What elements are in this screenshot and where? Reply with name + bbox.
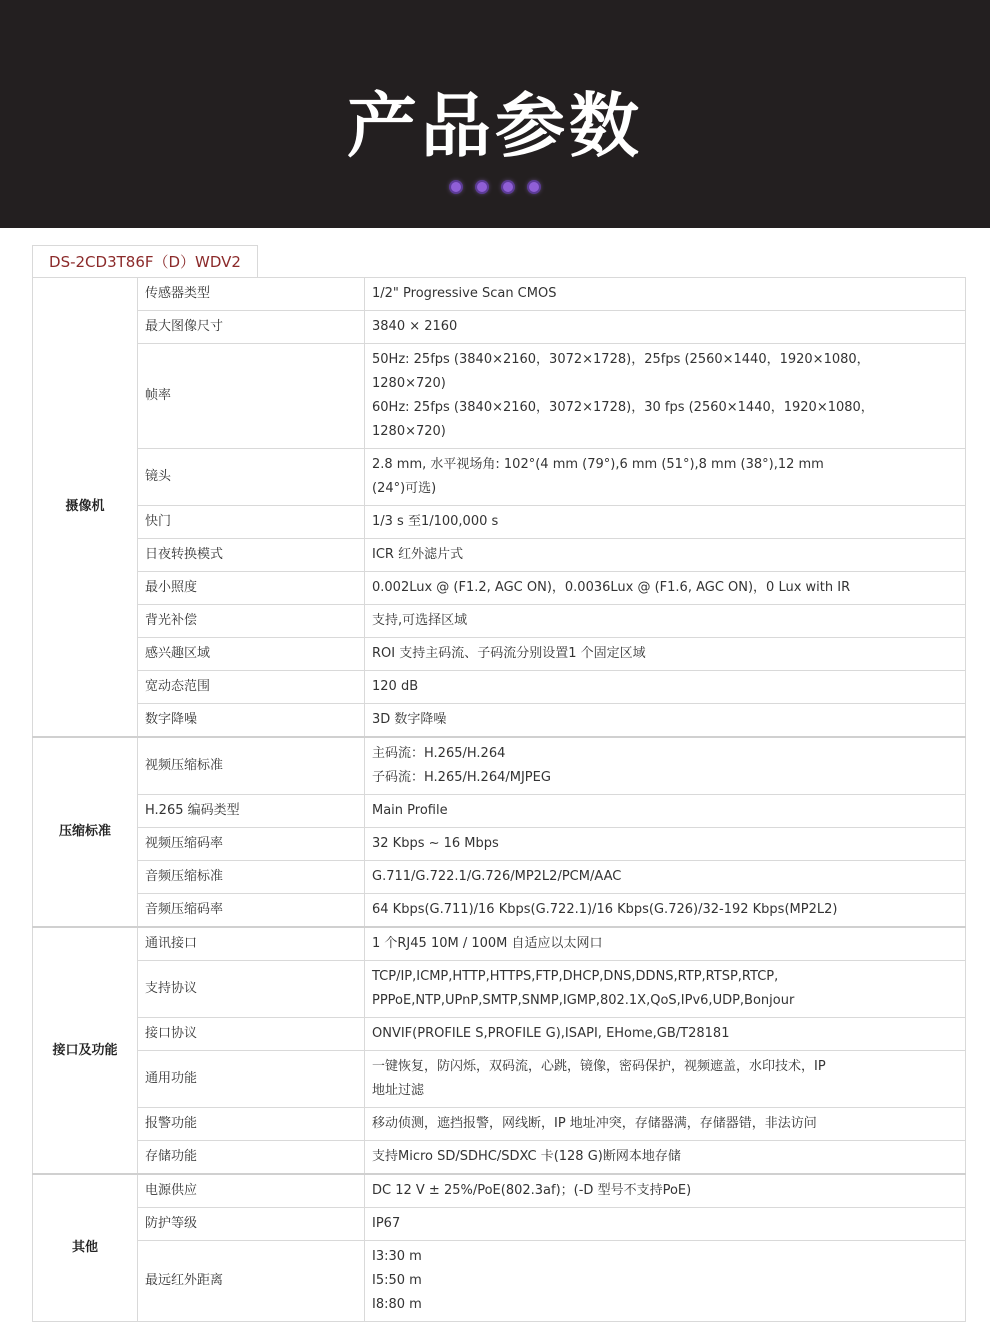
spec-value (365, 1208, 966, 1241)
spec-value-line: 主码流：H.265/H.264 (372, 746, 506, 761)
spec-value (365, 961, 966, 1018)
spec-label: 通讯接口 (138, 927, 365, 961)
spec-row (33, 1141, 966, 1175)
spec-value-line: TCP/IP,ICMP,HTTP,HTTPS,FTP,DHCP,DNS,DDNS,RTP,RTSP,RTCP, (372, 969, 779, 984)
spec-value-line: 60Hz: 25fps (3840×2160，3072×1728)，30 fps (2560×1440，1920×1080， (372, 400, 874, 415)
dot-icon (477, 182, 487, 192)
spec-value (365, 572, 966, 605)
spec-label: 帧率 (138, 344, 365, 449)
spec-value-line: 3D 数字降噪 (372, 712, 447, 727)
section-label: 压缩标准 (33, 737, 138, 927)
spec-value-line: 1/2" Progressive Scan CMOS (372, 286, 557, 301)
spec-value (365, 927, 966, 961)
spec-row (33, 572, 966, 605)
spec-value (365, 638, 966, 671)
spec-value-line: 一键恢复，防闪烁，双码流，心跳，镜像，密码保护，视频遮盖，水印技术，IP (372, 1059, 826, 1074)
spec-value (365, 737, 966, 795)
dot-icon (529, 182, 539, 192)
spec-value-line: 3840 × 2160 (372, 319, 458, 334)
spec-value-line: 1280×720) (372, 376, 446, 391)
spec-row (33, 1018, 966, 1051)
spec-value-line: 1/3 s 至1/100,000 s (372, 514, 499, 529)
spec-label: H.265 编码类型 (138, 795, 365, 828)
spec-value-line: IP67 (372, 1216, 401, 1231)
spec-row (33, 1174, 966, 1208)
spec-value (365, 795, 966, 828)
spec-value (365, 605, 966, 638)
spec-row (33, 861, 966, 894)
spec-row (33, 638, 966, 671)
spec-value-line: ONVIF(PROFILE S,PROFILE G),ISAPI, EHome,GB/T28181 (372, 1026, 730, 1041)
spec-value (365, 671, 966, 704)
spec-value-line: 0.002Lux @ (F1.2, AGC ON)，0.0036Lux @ (F1.6, AGC ON)，0 Lux with IR (372, 580, 851, 595)
spec-label: 报警功能 (138, 1108, 365, 1141)
spec-row (33, 671, 966, 704)
spec-value (365, 1051, 966, 1108)
spec-value-line: 子码流：H.265/H.264/MJPEG (372, 770, 551, 785)
spec-label: 背光补偿 (138, 605, 365, 638)
spec-row (33, 704, 966, 738)
spec-value (365, 278, 966, 311)
spec-row (33, 737, 966, 795)
spec-value-line: I3:30 m (372, 1249, 422, 1264)
spec-value-line: 32 Kbps ~ 16 Mbps (372, 836, 499, 851)
spec-row (33, 828, 966, 861)
spec-label: 最远红外距离 (138, 1241, 365, 1322)
section-label: 摄像机 (33, 278, 138, 738)
spec-row (33, 605, 966, 638)
spec-label: 音频压缩标准 (138, 861, 365, 894)
spec-value-line: ICR 红外滤片式 (372, 547, 464, 562)
spec-table (32, 277, 966, 1322)
spec-label: 支持协议 (138, 961, 365, 1018)
spec-label: 存储功能 (138, 1141, 365, 1175)
spec-label: 防护等级 (138, 1208, 365, 1241)
spec-label: 视频压缩标准 (138, 737, 365, 795)
dot-icon (503, 182, 513, 192)
spec-value-line: 50Hz: 25fps (3840×2160，3072×1728)，25fps (2560×1440，1920×1080， (372, 352, 870, 367)
spec-value-line: 64 Kbps(G.711)/16 Kbps(G.722.1)/16 Kbps(G.726)/32-192 Kbps(MP2L2) (372, 902, 838, 917)
section-label: 其他 (33, 1174, 138, 1322)
spec-value (365, 894, 966, 928)
spec-value-line: DC 12 V ± 25%/PoE(802.3af)；(-D 型号不支持PoE) (372, 1183, 692, 1198)
spec-value (365, 704, 966, 738)
spec-value-line: 120 dB (372, 679, 419, 694)
spec-row (33, 344, 966, 449)
header-banner (0, 0, 990, 228)
spec-label: 快门 (138, 506, 365, 539)
spec-value-line: I8:80 m (372, 1297, 422, 1312)
spec-value-line: I5:50 m (372, 1273, 422, 1288)
spec-row (33, 795, 966, 828)
spec-value-line: PPPoE,NTP,UPnP,SMTP,SNMP,IGMP,802.1X,QoS,IPv6,UDP,Bonjour (372, 993, 795, 1008)
spec-value-line: Main Profile (372, 803, 448, 818)
spec-value (365, 506, 966, 539)
spec-row (33, 311, 966, 344)
spec-row (33, 1208, 966, 1241)
spec-value (365, 449, 966, 506)
section-label: 接口及功能 (33, 927, 138, 1174)
spec-row (33, 1108, 966, 1141)
spec-value (365, 1018, 966, 1051)
spec-value-line: (24°)可选) (372, 481, 437, 496)
decorative-dots (0, 182, 990, 198)
spec-row (33, 961, 966, 1018)
spec-value (365, 861, 966, 894)
spec-value (365, 828, 966, 861)
spec-label: 感兴趣区域 (138, 638, 365, 671)
spec-row (33, 278, 966, 311)
spec-value-line: ROI 支持主码流、子码流分别设置1 个固定区域 (372, 646, 646, 661)
spec-value (365, 1141, 966, 1175)
page-title: 产品参数 (347, 85, 643, 167)
spec-label: 镜头 (138, 449, 365, 506)
spec-label: 最大图像尺寸 (138, 311, 365, 344)
spec-label: 宽动态范围 (138, 671, 365, 704)
spec-value-line: 1 个RJ45 10M / 100M 自适应以太网口 (372, 936, 603, 951)
spec-label: 电源供应 (138, 1174, 365, 1208)
spec-label: 接口协议 (138, 1018, 365, 1051)
spec-label: 最小照度 (138, 572, 365, 605)
spec-value-line: 移动侦测，遮挡报警，网线断，IP 地址冲突，存储器满，存储器错，非法访问 (372, 1116, 817, 1131)
spec-value-line: 2.8 mm, 水平视场角: 102°(4 mm (79°),6 mm (51°),8 mm (38°),12 mm (372, 457, 824, 472)
spec-value (365, 1108, 966, 1141)
spec-row (33, 1051, 966, 1108)
spec-value-line: 支持Micro SD/SDHC/SDXC 卡(128 G)断网本地存储 (372, 1149, 681, 1164)
spec-value-line: G.711/G.722.1/G.726/MP2L2/PCM/AAC (372, 869, 622, 884)
spec-value (365, 1174, 966, 1208)
model-tab[interactable]: DS-2CD3T86F（D）WDV2 (32, 245, 258, 277)
spec-row (33, 1241, 966, 1322)
spec-value (365, 311, 966, 344)
spec-row (33, 539, 966, 572)
spec-label: 数字降噪 (138, 704, 365, 738)
spec-label: 日夜转换模式 (138, 539, 365, 572)
spec-label: 视频压缩码率 (138, 828, 365, 861)
dot-icon (451, 182, 461, 192)
spec-row (33, 927, 966, 961)
spec-value-line: 支持,可选择区域 (372, 613, 468, 628)
spec-value (365, 1241, 966, 1322)
spec-value-line: 1280×720) (372, 424, 446, 439)
spec-value-line: 地址过滤 (372, 1083, 425, 1098)
spec-label: 音频压缩码率 (138, 894, 365, 928)
spec-label: 通用功能 (138, 1051, 365, 1108)
spec-label: 传感器类型 (138, 278, 365, 311)
spec-row (33, 894, 966, 928)
spec-value (365, 539, 966, 572)
spec-value (365, 344, 966, 449)
spec-row (33, 449, 966, 506)
spec-row (33, 506, 966, 539)
